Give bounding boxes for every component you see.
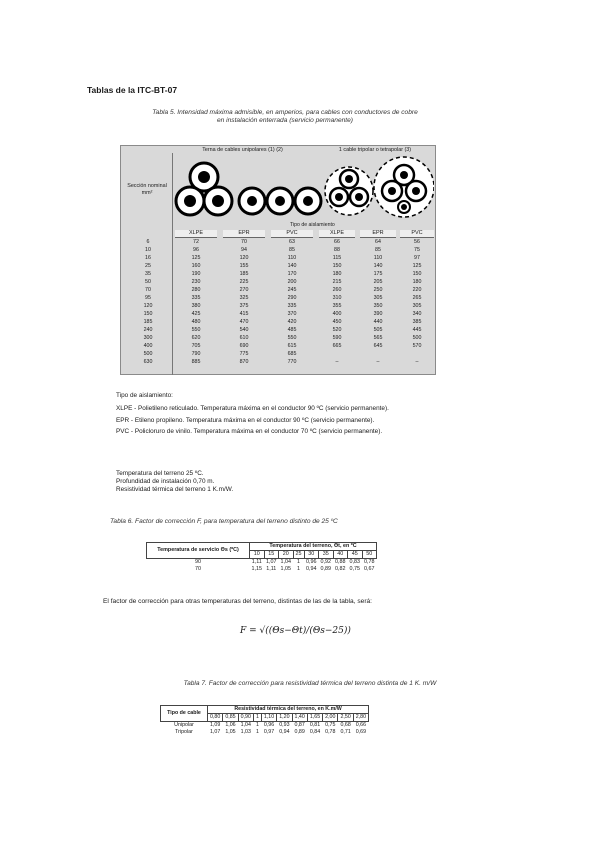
table7-res-header: 2,80 (353, 714, 368, 722)
table-cell: 0,84 (309, 729, 321, 735)
table-cell: 335 (287, 303, 297, 309)
table-row (147, 566, 377, 573)
table6-temp-header: 50 (362, 551, 377, 559)
table5-caption-line2: en instalación enterrada (servicio permanente) (217, 117, 353, 124)
table-cell: 155 (239, 263, 249, 269)
table-cell: 56 (414, 239, 420, 245)
table-cell: 1,04 (280, 559, 291, 565)
table-cell: 230 (191, 279, 201, 285)
notes-tipo: Tipo de aislamiento: (116, 392, 173, 399)
table-cell-section: 50 (145, 279, 151, 285)
table-cell: 0,67 (364, 566, 375, 572)
table-cell: 1,07 (266, 559, 277, 565)
table-cell: 0,94 (279, 729, 290, 735)
table5-col-pvc: PVC (271, 230, 313, 238)
table-cell-section: 16 (145, 255, 151, 261)
table-row (120, 327, 436, 335)
table-cell: 775 (239, 351, 249, 357)
table5-caption-line1: Tabla 5. Intensidad máxima admisible, en amperios, para cables con conductores de cobre (152, 109, 418, 116)
table-cell: 175 (373, 271, 383, 277)
table7-res-header: 2,50 (338, 714, 353, 722)
trefoil-cables-icon (176, 163, 232, 215)
table-cell: 440 (373, 319, 383, 325)
terrain-conditions (116, 470, 233, 495)
table5-col-epr: EPR (223, 230, 265, 238)
table5-col-epr-2: EPR (360, 230, 396, 238)
table-cell: 180 (332, 271, 342, 277)
table-cell: 140 (287, 263, 297, 269)
table-cell: 85 (375, 247, 381, 253)
table-cell-section: 95 (145, 295, 151, 301)
table-cell: 790 (191, 351, 201, 357)
table-cell-section: 300 (143, 335, 153, 341)
table-cell: 170 (287, 271, 297, 277)
table7-res-header: 1 (253, 714, 261, 722)
table-cell-section: 185 (143, 319, 153, 325)
flat-cables-icon (239, 188, 321, 214)
table-cell: 885 (191, 359, 201, 365)
table-cell: 425 (191, 311, 201, 317)
table-cell: 870 (239, 359, 249, 365)
terrain-resistivity: Resistividad térmica del terreno 1 K.m/W. (116, 486, 234, 494)
table-cell: 115 (332, 255, 342, 261)
table5-group-unipolar: Terna de cables unipolares (1) (2) (202, 147, 283, 153)
table-cell: 0,83 (349, 559, 360, 565)
table-cell: 1,05 (280, 566, 291, 572)
table6-left-header: Temperatura de servicio Θs (ºC) (147, 543, 250, 559)
table-cell: 265 (412, 295, 422, 301)
table-cell: 110 (287, 255, 297, 261)
table-cell: 0,94 (306, 566, 317, 572)
table6-temp-header: 40 (333, 551, 348, 559)
table6-caption: Tabla 6. Factor de corrección F, para temperatura del terreno distinto de 25 ºC (110, 518, 338, 525)
correction-formula: F = √((Θs−Θt)/(Θs−25)) (240, 626, 351, 636)
table-cell: 190 (191, 271, 201, 277)
table5-seccion-label: Sección nominal mm² (127, 183, 167, 196)
table7-res-header: 1,10 (261, 714, 276, 722)
table-cell: 355 (332, 303, 342, 309)
table-cell: 0,93 (279, 722, 290, 728)
notes-pvc: PVC - Policloruro de vinilo. Temperatura máxima en el conductor 70 ºC (servicio permanente). (116, 428, 383, 436)
table-cell-section: 120 (143, 303, 153, 309)
table-cell: 705 (191, 343, 201, 349)
table-cell-section: 150 (143, 311, 153, 317)
table-cell: 1 (297, 566, 300, 572)
table-cell: 0,87 (294, 722, 305, 728)
table-cell: 0,96 (306, 559, 317, 565)
table-cell: 385 (412, 319, 422, 325)
table-cell: 450 (332, 319, 342, 325)
table-cell: 215 (332, 279, 342, 285)
table-cell-section: 70 (145, 287, 151, 293)
table-cell: 350 (373, 303, 383, 309)
table7-res-header: 2,00 (323, 714, 338, 722)
table6-temp-header: 25 (293, 551, 304, 559)
table-cell: 220 (412, 287, 422, 293)
table-cell: 140 (373, 263, 383, 269)
table-cell: 0,68 (340, 722, 351, 728)
table-row (120, 351, 436, 359)
table-cell: 505 (373, 327, 383, 333)
table7-top-header: Resistividad térmica del terreno, en K.m/W (208, 706, 369, 714)
table-cell: 0,81 (309, 722, 321, 728)
table7-left-header: Tipo de cable (161, 706, 208, 722)
table-cell: 290 (287, 295, 297, 301)
table-cell: 1,11 (266, 566, 277, 572)
table-cell: 120 (239, 255, 249, 261)
table-cell: 445 (412, 327, 422, 333)
table-cell-section: 6 (146, 239, 150, 245)
table-cell: 620 (191, 335, 201, 341)
table7-cable-type: Unipolar (174, 722, 194, 728)
table-cell: 615 (287, 343, 297, 349)
table-cell: 1 (255, 729, 259, 735)
table6-service-temp: 90 (195, 559, 201, 565)
table-cell: 665 (332, 343, 342, 349)
table-cell: 370 (287, 311, 297, 317)
table-cell: 85 (289, 247, 295, 253)
table7-res-header: 0,80 (208, 714, 223, 722)
table-cell-section: 630 (143, 359, 153, 365)
table-cell: 110 (373, 255, 383, 261)
table-cell: 1,06 (225, 722, 236, 728)
table-cell: 590 (332, 335, 342, 341)
table-cell: 72 (193, 239, 199, 245)
table-cell: 0,78 (364, 559, 375, 565)
table-cell: 325 (239, 295, 249, 301)
table-row (120, 295, 436, 303)
table-cell: 125 (191, 255, 201, 261)
table5-caption (105, 109, 465, 125)
table-cell: 685 (287, 351, 297, 357)
table-row (120, 343, 436, 351)
table-cell: 540 (239, 327, 249, 333)
table-row (120, 311, 436, 319)
table-cell-section: 240 (143, 327, 153, 333)
table-cell: 645 (373, 343, 383, 349)
table-row (120, 287, 436, 295)
table-row (120, 279, 436, 287)
terrain-temp: Temperatura del terreno 25 ºC. (116, 470, 204, 477)
table-cell: 0,97 (263, 729, 275, 735)
table5-group-tripolar: 1 cable tripolar o tetrapolar (3) (338, 147, 412, 153)
table-cell: 380 (191, 303, 201, 309)
table-cell: 335 (191, 295, 201, 301)
table-cell: 185 (239, 271, 249, 277)
table-cell: 565 (373, 335, 383, 341)
table-cell: 280 (191, 287, 201, 293)
table6-temp-header: 15 (264, 551, 279, 559)
table-cell: 97 (414, 255, 420, 261)
correction-paragraph: El factor de corrección para otras temperaturas del terreno, distintas de las de la tabla, será: (103, 598, 373, 605)
table-cell: 570 (412, 343, 422, 349)
table7-res-header: 0,85 (223, 714, 238, 722)
table-cell: 64 (375, 239, 381, 245)
table-cell: 0,82 (335, 566, 346, 572)
table6-temp-header: 20 (279, 551, 294, 559)
terrain-depth: Profundidad de instalación 0,70 m. (116, 478, 215, 486)
table-cell: 0,71 (340, 729, 351, 735)
table-row (147, 559, 377, 567)
table-cell: 75 (414, 247, 420, 253)
table-cell: 375 (239, 303, 249, 309)
table-cell: 66 (334, 239, 340, 245)
table-cell: 0,88 (335, 559, 346, 565)
table-cell: 0,78 (325, 729, 336, 735)
table7-caption: Tabla 7. Factor de corrección para resistividad térmica del terreno distinta de 1 K. m/W (183, 680, 437, 687)
table-row (120, 271, 436, 279)
table-cell: 550 (191, 327, 201, 333)
table-cell: 180 (412, 279, 422, 285)
table-cell: 690 (239, 343, 249, 349)
table-cell: 400 (332, 311, 342, 317)
table6-temp-header: 10 (250, 551, 265, 559)
table-cell: 200 (287, 279, 297, 285)
table-cell: 1,11 (251, 559, 262, 565)
table-cell: 70 (241, 239, 247, 245)
notes-epr: EPR - Etileno propileno. Temperatura máxima en el conductor 90 ºC (servicio permanente). (116, 416, 375, 424)
table-cell: 420 (287, 319, 297, 325)
table-cell: 390 (373, 311, 383, 317)
table-cell: 415 (239, 311, 249, 317)
table7-res-header: 1,65 (307, 714, 322, 722)
page-header: Tablas de la ITC-BT-07 (87, 85, 178, 95)
table6-temp-header: 30 (304, 551, 319, 559)
table-cell: 550 (287, 335, 297, 341)
table6-temp-header: 45 (348, 551, 363, 559)
table-cell-section: 400 (143, 343, 153, 349)
table-cell: 250 (373, 287, 383, 293)
table-cell: 150 (412, 271, 422, 277)
table7-res-header: 1,40 (292, 714, 307, 722)
table-cell: 1,03 (240, 729, 251, 735)
table-cell: 1,04 (240, 722, 251, 728)
table-row (120, 319, 436, 327)
table-cell: 63 (289, 239, 295, 245)
table-cell: 260 (332, 287, 342, 293)
table-cell: 0,89 (294, 729, 305, 735)
table-cell: 500 (412, 335, 422, 341)
notes-xlpe: XLPE - Polietileno reticulado. Temperatura máxima en el conductor 90 ºC (servicio permanente). (116, 405, 389, 413)
table-cell: 1,05 (225, 729, 236, 735)
table5-tipo-label: Tipo de aislamiento (290, 222, 335, 228)
table5-col-xlpe: XLPE (175, 230, 217, 238)
table-cell: 520 (332, 327, 342, 333)
table-row (120, 247, 436, 255)
table-cell: 88 (334, 247, 340, 253)
table-cell: 245 (287, 287, 297, 293)
tripolar-cable-icon (325, 167, 373, 215)
table-cell: 0,66 (355, 722, 367, 728)
table7-res-header: 0,90 (238, 714, 253, 722)
table-cell: 1,07 (210, 729, 221, 735)
table5-col-pvc-2: PVC (400, 230, 434, 238)
table-cell: 0,96 (263, 722, 275, 728)
table-cell: 470 (239, 319, 249, 325)
notes (116, 392, 456, 437)
table-cell-section: 25 (145, 263, 151, 269)
table-row (120, 359, 436, 367)
table-cell: 1 (255, 722, 259, 728)
table-row (161, 722, 369, 730)
table5 (120, 145, 436, 375)
table7-res-header: 1,20 (277, 714, 292, 722)
table6-top-header: Temperatura del terreno, Θt, en ºC (250, 543, 377, 551)
table-row (120, 335, 436, 343)
table-cell: 1 (297, 559, 300, 565)
table-cell: 0,75 (325, 722, 336, 728)
tetrapolar-cable-icon (374, 157, 434, 217)
table-cell: 0,92 (320, 559, 331, 565)
table-cell: 96 (193, 247, 199, 253)
table-cell-section: 500 (143, 351, 153, 357)
table-cell: 150 (332, 263, 342, 269)
table-cell: 125 (412, 263, 422, 269)
table-cell: 1,09 (210, 722, 221, 728)
table-cell: 205 (373, 279, 383, 285)
table6 (146, 542, 377, 573)
table-cell-section: 35 (145, 271, 151, 277)
table-cell: 610 (239, 335, 249, 341)
table-cell: 0,75 (349, 566, 360, 572)
table-cell: 0,89 (320, 566, 331, 572)
table-row (120, 263, 436, 271)
table-cell: 94 (241, 247, 247, 253)
table-cell: 225 (239, 279, 249, 285)
table-cell: 770 (287, 359, 297, 365)
table7-cable-type: Tripolar (175, 729, 193, 735)
table-row (120, 303, 436, 311)
table7 (160, 705, 369, 736)
table-cell: – (335, 359, 339, 365)
table-cell: 305 (373, 295, 383, 301)
table6-temp-header: 35 (319, 551, 334, 559)
table-cell: 310 (332, 295, 342, 301)
table6-service-temp: 70 (195, 566, 201, 572)
table-cell: 485 (287, 327, 297, 333)
table-cell: 270 (239, 287, 249, 293)
table-row (120, 239, 436, 247)
table-cell: – (376, 359, 380, 365)
table-cell: 305 (412, 303, 422, 309)
table-row (120, 255, 436, 263)
table-row (161, 729, 369, 736)
table-cell: 0,69 (355, 729, 367, 735)
table-cell: 160 (191, 263, 201, 269)
table-cell: 1,15 (251, 566, 262, 572)
table-cell-section: 10 (145, 247, 151, 253)
cable-diagrams (174, 155, 434, 223)
table5-col-xlpe-2: XLPE (319, 230, 355, 238)
table-cell: – (415, 359, 419, 365)
table-cell: 480 (191, 319, 201, 325)
table-cell: 340 (412, 311, 422, 317)
